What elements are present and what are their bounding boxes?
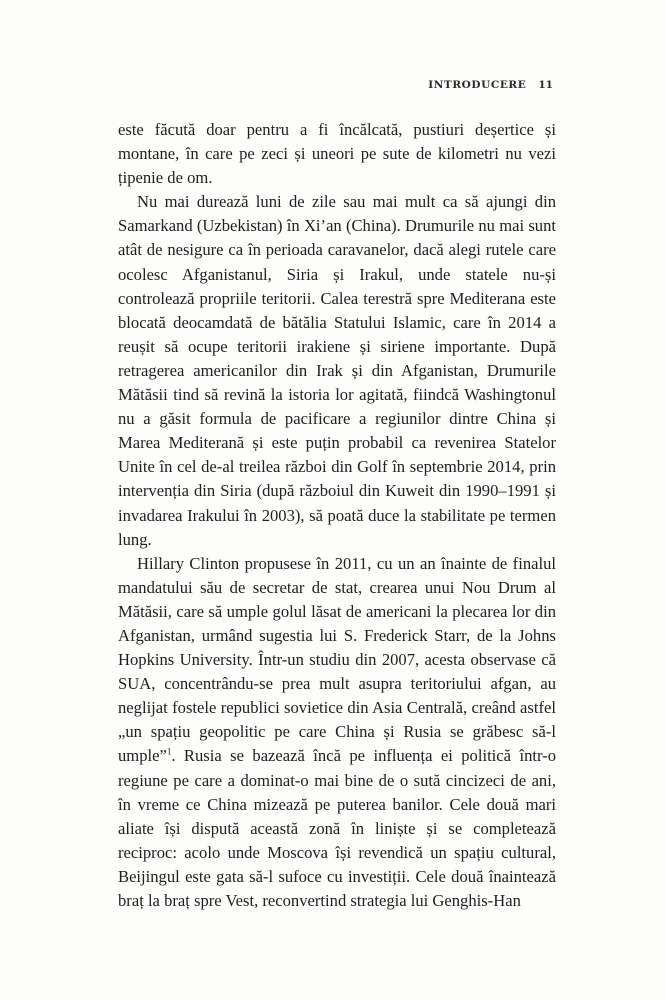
page-number: 11 — [538, 79, 553, 91]
footnote-marker: 1 — [166, 746, 172, 757]
paragraph-text: Hillary Clinton propusese în 2011, cu un an înainte de finalul mandatului său de secretar de stat, crearea unui Nou Drum al Mătăsii, care să umple golul lăsat de americani la plecarea lor din Afganistan, urmând sugestia lui S. Frederick Starr, de la Johns Hopkins University. Într-un studiu din 2007, acesta observase că SUA, concentrându-se prea mult asupra teritoriului afgan, au neglijat fostele republici sovietice din Asia Centrală, creând astfel „un spațiu geopolitic pe care China și Rusia se grăbesc să-l umple” — [118, 553, 556, 766]
paragraph-continued: este făcută doar pentru a fi încălcată, pustiuri deșertice și montane, în care pe zeci și uneori pe sute de kilometri nu vezi țipenie de om. — [118, 120, 556, 188]
paragraph-text: . Rusia se bazează încă pe influența ei politică într-o regiune pe care a dominat-o mai bine de o sută cincizeci de ani, în vreme ce China mizează pe puterea banilor. Cele două mari aliate își dispută această zonă în liniște și se completează reciproc: acolo unde Moscova își revendică un spațiu cultural, Beijingul este gata să-l sufoce cu investiții. Cele două înaintează braț la braț spre Vest, reconvertind strategia lui Genghis-Han — [118, 746, 556, 910]
running-header — [428, 79, 553, 91]
paragraph — [118, 552, 556, 913]
paragraph: Nu mai durează luni de zile sau mai mult ca să ajungi din Samarkand (Uzbekistan) în Xi’an (China). Drumurile nu mai sunt atât de nesigure ca în perioada caravanelor, dacă alegi rutele care ocolesc Afganistanul, Siria și Irakul, unde statele nu-și controlează propriile teritorii. Calea terestră spre Mediterana este blocată deocamdată de bătălia Statului Islamic, care în 2014 a reușit să ocupe teritorii irakiene și siriene importante. După retragerea americanilor din Irak și din Afganistan, Drumurile Mătăsii tind să revină la istoria lor agitată, fiindcă Washingtonul nu a găsit formula de pacificare a regiunilor dintre China și Marea Mediterană și este puțin probabil ca revenirea Statelor Unite în cel de-al treilea război din Golf în septembrie 2014, prin intervenția din Siria (după războiul din Kuweit din 1990–1991 și invadarea Irakului în 2003), să poată duce la stabilitate pe termen lung. — [118, 192, 556, 549]
section-title: INTRODUCERE — [428, 79, 527, 91]
body-text — [118, 118, 556, 913]
